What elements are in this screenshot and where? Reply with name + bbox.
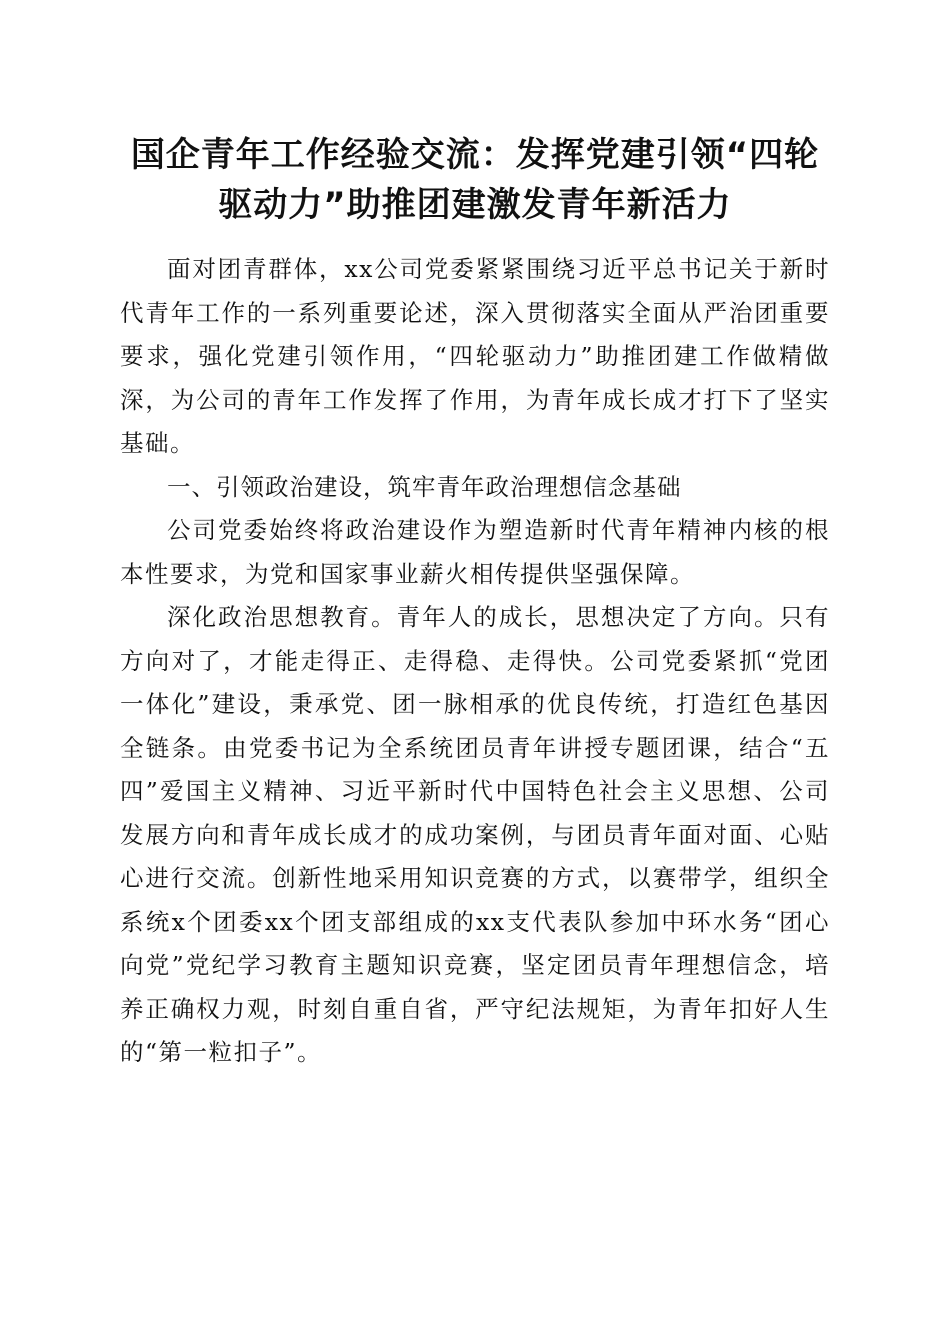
title-line-2: 驱动力”助推团建激发青年新活力	[218, 185, 732, 225]
section-1-heading: 一、引领政治建设，筑牢青年政治理想信念基础	[167, 472, 682, 501]
section-1-paragraph-2: 深化政治思想教育。青年人的成长，思想决定了方向。只有方向对了，才能走得正、走得稳、走得快。公司党委紧抓“党团一体化”建设，秉承党、团一脉相承的优良传统，打造红色基因全链条。由党委书记为全系统团员青年讲授专题团课，结合“五四”爱国主义精神、习近平新时代中国特色社会主义思想、公司发展方向和青年成长成才的成功案例，与团员青年面对面、心贴心进行交流。创新性地采用知识竞赛的方式，以赛带学，组织全系统x个团委xx个团支部组成的xx支代表队参加中环水务“团心向党”党纪学习教育主题知识竞赛，坚定团员青年理想信念，培养正确权力观，时刻自重自省，严守纪法规矩，为青年扣好人生的“第一粒扣子”。	[120, 603, 830, 1066]
title-line-1: 国企青年工作经验交流：发挥党建引领“四轮	[130, 135, 820, 175]
section-1-paragraph-1: 公司党委始终将政治建设作为塑造新时代青年精神内核的根本性要求，为党和国家事业薪火相传提供坚强保障。	[120, 516, 830, 588]
document-body	[120, 248, 830, 1075]
document-title	[110, 130, 840, 230]
intro-paragraph: 面对团青群体，xx公司党委紧紧围绕习近平总书记关于新时代青年工作的一系列重要论述，深入贯彻落实全面从严治团重要要求，强化党建引领作用，“四轮驱动力”助推团建工作做精做深，为公司的青年工作发挥了作用，为青年成长成才打下了坚实基础。	[120, 255, 830, 457]
